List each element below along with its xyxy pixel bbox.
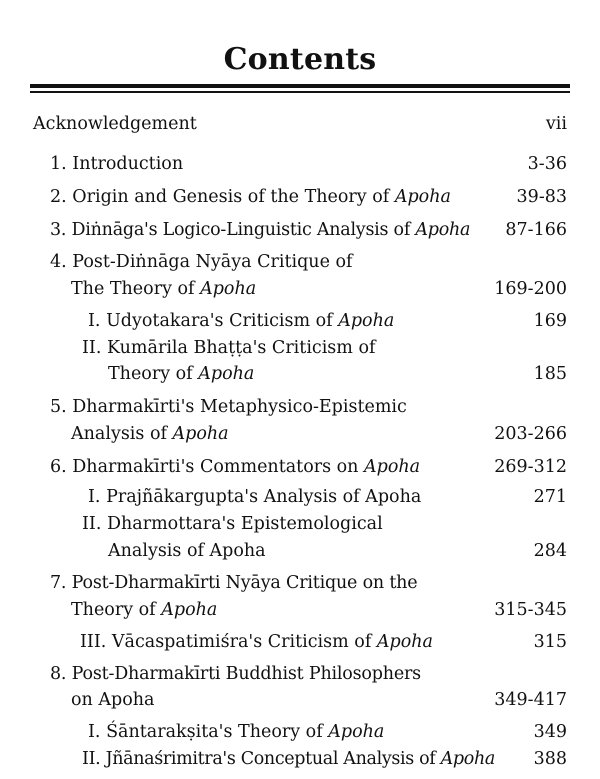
entry-title: Dharmottara's Epistemological — [106, 514, 383, 534]
entry-title: Introduction — [72, 154, 184, 174]
toc-entry-4-line1 — [50, 251, 353, 273]
toc-subentry-4-1-page: 169 — [533, 311, 567, 331]
entry-title-text: Dharmakīrti's Commentators on — [72, 457, 365, 477]
toc-entry-2-page: 39-83 — [516, 187, 567, 207]
entry-title-italic: Apoha — [394, 187, 451, 207]
toc-entry-8-page: 349-417 — [494, 690, 567, 710]
entry-title-italic: Apoha — [198, 364, 255, 384]
entry-number: 2. — [50, 187, 67, 207]
entry-title-italic: Apoha — [338, 311, 395, 331]
toc-entry-6-page: 269-312 — [494, 457, 567, 477]
toc-subentry-6-2-line1 — [82, 513, 383, 535]
entry-number: I. — [88, 311, 101, 331]
toc-subentry-6-2-page: 284 — [533, 541, 567, 561]
toc-subentry-8-2 — [82, 748, 495, 770]
toc-subentry-6-1 — [88, 486, 421, 508]
entry-title: Prajñākargupta's Analysis of Apoha — [106, 487, 422, 507]
entry-title-text: Theory of — [71, 600, 162, 620]
entry-title-text: Origin and Genesis of the Theory of — [72, 187, 395, 207]
entry-number: II. — [82, 514, 102, 534]
toc-subentry-8-1 — [88, 721, 384, 743]
entry-title-text: Vācaspatimiśra's Criticism of — [111, 632, 377, 652]
toc-entry-2 — [50, 186, 451, 208]
entry-number: II. — [82, 749, 101, 769]
toc-entry-4-line2 — [71, 278, 256, 300]
toc-subentry-4-1 — [88, 310, 394, 332]
entry-title: Dharmakīrti's Metaphysico-Epistemic — [72, 397, 407, 417]
page-title: Contents — [223, 42, 377, 77]
entry-title-italic: Apoha — [364, 457, 421, 477]
title-rule-thin — [30, 91, 570, 93]
toc-subentry-4-2-line2 — [108, 363, 254, 385]
toc-entry-1-page: 3-36 — [527, 154, 567, 174]
entry-title-italic: Apoha — [172, 424, 229, 444]
toc-subentry-6-1-page: 271 — [533, 487, 567, 507]
toc-subentry-4-2-page: 185 — [533, 364, 567, 384]
entry-number: 6. — [50, 457, 67, 477]
entry-title: Kumārila Bhaṭṭa's Criticism of — [106, 338, 376, 358]
entry-number: I. — [88, 487, 101, 507]
entry-title-text: Analysis of — [71, 424, 173, 444]
toc-entry-3-page: 87-166 — [505, 220, 567, 240]
entry-title-text: The Theory of — [71, 279, 201, 299]
toc-entry-7-page: 315-345 — [494, 600, 567, 620]
toc-acknowledgement-page: vii — [545, 114, 567, 134]
toc-entry-5-page: 203-266 — [494, 424, 567, 444]
entry-title-italic: Apoha — [200, 279, 257, 299]
entry-number: 4. — [50, 252, 67, 272]
entry-title-italic: Apoha — [440, 749, 495, 769]
entry-number: 3. — [50, 220, 67, 240]
toc-subentry-8-1-page: 349 — [533, 722, 567, 742]
entry-number: 1. — [50, 154, 67, 174]
entry-title — [72, 187, 451, 207]
entry-number: II. — [82, 338, 102, 358]
entry-title — [72, 220, 471, 240]
title-rule-thick — [30, 84, 570, 88]
toc-subentry-6-2-line2: Analysis of Apoha — [108, 541, 266, 561]
toc-entry-8-line1 — [50, 663, 421, 685]
toc-entry-3 — [50, 219, 470, 241]
entry-title-text: Śāntarakṣita's Theory of — [106, 722, 329, 742]
entry-title: Post-Diṅnāga Nyāya Critique of — [72, 252, 353, 272]
entry-title-italic: Apoha — [376, 632, 433, 652]
toc-subentry-7-3-page: 315 — [533, 632, 567, 652]
entry-title-italic: Apoha — [328, 722, 385, 742]
toc-subentry-8-2-page: 388 — [533, 749, 567, 769]
toc-subentry-4-2-line1 — [82, 337, 375, 359]
entry-number: III. — [80, 632, 107, 652]
entry-number: 5. — [50, 397, 67, 417]
entry-title-text: Udyotakara's Criticism of — [106, 311, 339, 331]
toc-entry-5-line2 — [71, 423, 229, 445]
toc-entry-4-page: 169-200 — [494, 279, 567, 299]
toc-entry-8-line2: on Apoha — [71, 690, 155, 710]
entry-title: Post-Dharmakīrti Nyāya Critique on the — [71, 573, 418, 593]
toc-subentry-7-3 — [80, 631, 433, 653]
toc-entry-5-line1 — [50, 396, 407, 418]
entry-title-text: Diṅnāga's Logico-Linguistic Analysis of — [71, 220, 416, 240]
entry-number: I. — [88, 722, 101, 742]
entry-title-text: Theory of — [108, 364, 199, 384]
entry-title: Post-Dharmakīrti Buddhist Philosophers — [71, 664, 421, 684]
toc-entry-1 — [50, 153, 183, 175]
toc-entry-6 — [50, 456, 420, 478]
toc-entry-7-line2 — [71, 599, 217, 621]
entry-title-italic: Apoha — [161, 600, 218, 620]
entry-number: 8. — [50, 664, 67, 684]
toc-entry-7-line1 — [50, 572, 417, 594]
entry-number: 7. — [50, 573, 67, 593]
toc-acknowledgement-label: Acknowledgement — [33, 114, 197, 134]
entry-title-text: Jñānaśrimitra's Conceptual Analysis of — [105, 749, 441, 769]
entry-title-italic: Apoha — [415, 220, 471, 240]
